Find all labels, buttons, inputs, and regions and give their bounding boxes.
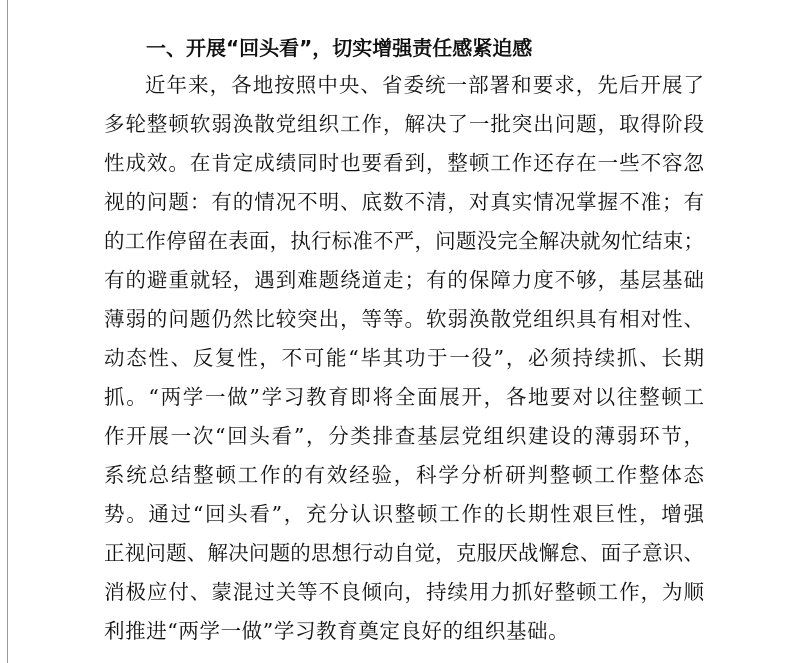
body-paragraph — [104, 66, 704, 651]
paragraph-line: 薄弱的问题仍然比较突出，等等。软弱涣散党组织具有相对性、 — [104, 307, 704, 331]
paragraph-line: 作开展一次“回头看”，分类排查基层党组织建设的薄弱环节， — [104, 424, 704, 448]
paragraph-line: 正视问题、解决问题的思想行动自觉，克服厌战懈怠、面子意识、 — [104, 541, 704, 565]
paragraph-line: 的工作停留在表面，执行标准不严，问题没完全解决就匆忙结束； — [104, 229, 704, 253]
paragraph-line: 性成效。在肯定成绩同时也要看到，整顿工作还存在一些不容忽 — [104, 151, 704, 175]
paragraph-line: 近年来，各地按照中央、省委统一部署和要求，先后开展了 — [145, 73, 704, 97]
paragraph-line: 消极应付、蒙混过关等不良倾向，持续用力抓好整顿工作，为顺 — [104, 580, 704, 604]
paragraph-line: 有的避重就轻，遇到难题绕道走；有的保障力度不够，基层基础 — [104, 268, 704, 292]
paragraph-line: 视的问题：有的情况不明、底数不清，对真实情况掌握不准；有 — [104, 190, 704, 214]
paragraph-line: 势。通过“回头看”，充分认识整顿工作的长期性艰巨性，增强 — [104, 502, 704, 526]
paragraph-line: 系统总结整顿工作的有效经验，科学分析研判整顿工作整体态 — [104, 463, 704, 487]
paragraph-line: 利推进“两学一做”学习教育奠定良好的组织基础。 — [104, 619, 570, 643]
paragraph-line: 动态性、反复性，不可能“毕其功于一役”，必须持续抓、长期 — [104, 346, 704, 370]
page-left-border — [7, 0, 8, 663]
section-heading: 一、开展“回头看”，切实增强责任感紧迫感 — [146, 36, 533, 60]
paragraph-line: 抓。“两学一做”学习教育即将全面展开，各地要对以往整顿工 — [104, 385, 704, 409]
paragraph-line: 多轮整顿软弱涣散党组织工作，解决了一批突出问题，取得阶段 — [104, 112, 704, 136]
